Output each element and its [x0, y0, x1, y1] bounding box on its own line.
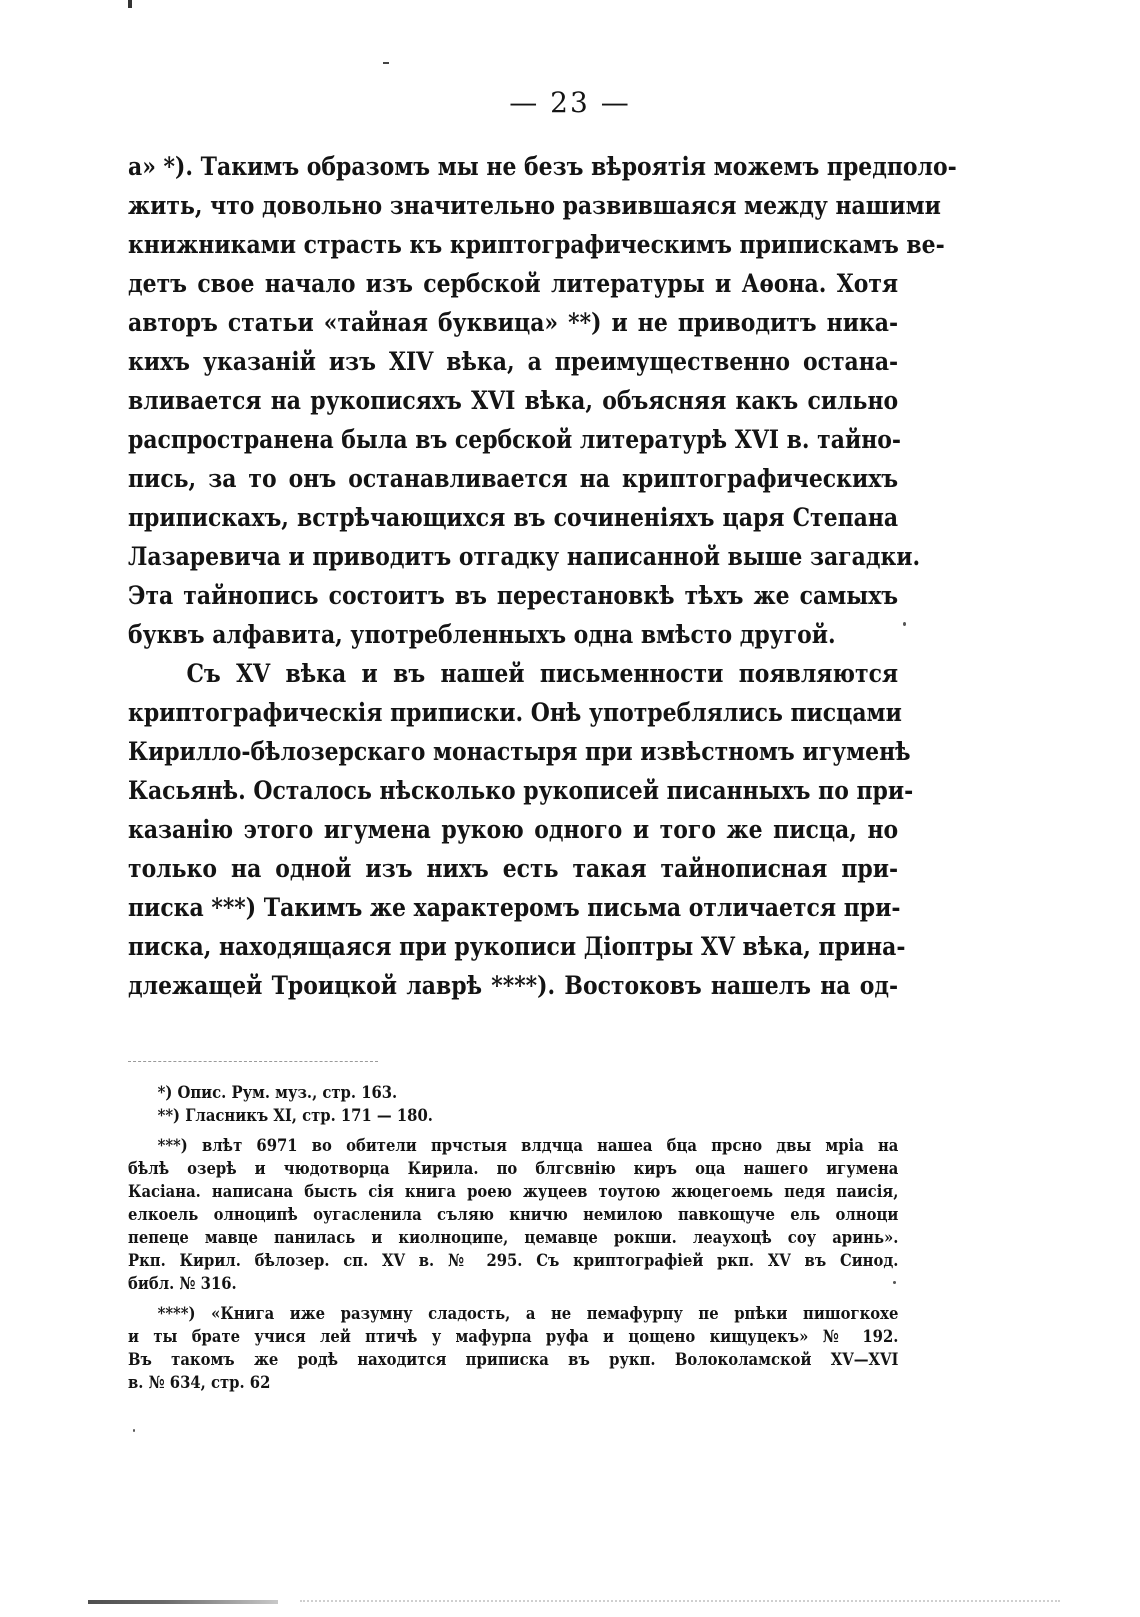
scan-speck: [133, 1429, 135, 1432]
scan-edge-bottom-dots: [300, 1600, 1060, 1604]
footnote-line: библ. № 316.: [128, 1274, 237, 1294]
text-line: писка, находящаяся при рукописи Діоптры XV вѣка, прина-: [128, 932, 906, 962]
scan-speck: [893, 1281, 896, 1284]
text-line: криптографическія приписки. Онѣ употреблялись писцами: [128, 698, 902, 728]
footnote-line: Въ такомъ же родѣ находится приписка въ рукп. Волоколамской XV—XVI: [128, 1350, 899, 1370]
footnote-line: бѣлѣ озерѣ и чюдотворца Кирила. по блгсвнію киръ оца нашего игумена: [128, 1159, 899, 1179]
footnote-line: Касіана. написана бысть сія книга рoею жуцеев тoyтoю жюцегоемь педя паисія,: [128, 1182, 899, 1202]
text-line: жить, что довольно значительно развившаяся между нашими: [128, 191, 941, 221]
footnote-line: **) Гласникъ XI, стр. 171 — 180.: [157, 1106, 433, 1126]
page-number: — 23 —: [509, 86, 631, 119]
footnotes: [128, 1082, 898, 1395]
text-line: только на одной изъ нихъ есть такая тайнописная при-: [128, 854, 899, 884]
footnote-line: Ркп. Кирил. бѣлозер. сп. XV в. № 295. Съ криптографіей ркп. XV въ Синод.: [128, 1251, 899, 1271]
text-line: припискахъ, встрѣчающихся въ сочиненіяхъ царя Степана: [128, 503, 899, 533]
text-line: авторъ статьи «тайная буквица» **) и не приводитъ никa-: [128, 308, 899, 338]
main-text: [128, 148, 957, 1006]
text-line: длежащей Троицкой лаврѣ ****). Востоковъ нашелъ на од-: [128, 971, 899, 1001]
text-line: Съ XV вѣка и въ нашей письменности появляются: [186, 659, 899, 689]
text-line: а» *). Такимъ образомъ мы не безъ вѣроятія можемъ предполо-: [128, 152, 957, 182]
footnote-divider: [128, 1061, 378, 1062]
scan-speck: [903, 622, 906, 626]
text-line: детъ свое начало изъ сербской литературы и Аѳона. Хотя: [128, 269, 899, 299]
text-line: писка ***) Такимъ же характеромъ письма отличается при-: [128, 893, 901, 923]
text-line: Эта тайнопись состоитъ въ перестановкѣ тѣхъ же самыхъ: [128, 581, 899, 611]
footnote-line: ***) влѣт 6971 во обители прчстыя влдчца нашеа бца прсно двы мрia на: [157, 1136, 899, 1156]
footnote-line: и ты брате учися лей птичѣ у мафурпа руфа и цощено кищуцекъ» № 192.: [128, 1327, 899, 1347]
footnote-line: пепеце мавце панилась и киолноципе, цемавце рокши. леаухоцѣ соу аринь».: [128, 1228, 899, 1248]
text-line: пись, за то онъ останавливается на криптографическихъ: [128, 464, 899, 494]
text-line: буквъ алфавита, употребленныхъ одна вмѣсто другой.: [128, 620, 836, 650]
text-line: казанію этого игумена рукою одного и того же писца, но: [128, 815, 899, 845]
footnote-line: в. № 634, стр. 62: [128, 1373, 271, 1393]
footnote-line: елкоель олноципѣ оугасленила съляю кничю немилою павкощуче ель олноци: [128, 1205, 899, 1225]
text-line: Кирилло-бѣлозерскаго монастыря при извѣстномъ игуменѣ: [128, 737, 911, 767]
text-line: книжниками страсть къ криптографическимъ припискамъ ве-: [128, 230, 945, 260]
text-line: распространена была въ сербской литературѣ XVI в. тайно-: [128, 425, 901, 455]
text-line: вливается на рукописяхъ XVI вѣка, объясняя какъ сильно: [128, 386, 899, 416]
footnote-line: *) Опис. Рум. муз., стр. 163.: [157, 1083, 398, 1103]
text-line: Лазаревича и приводитъ отгадку написанной выше загадки.: [128, 542, 921, 572]
text-line: кихъ указаній изъ XIV вѣка, а преимущественно останa-: [128, 347, 899, 377]
scan-mark-dash: [383, 62, 389, 64]
scan-mark-top: [128, 0, 132, 8]
footnote-line: ****) «Книга иже разумну сладость, а не пемафурпу пе рпѣки пишогкохе: [157, 1304, 899, 1324]
text-line: Касьянѣ. Осталось нѣсколько рукописей писанныхъ по при-: [128, 776, 914, 806]
scan-edge-bottom: [88, 1600, 278, 1604]
